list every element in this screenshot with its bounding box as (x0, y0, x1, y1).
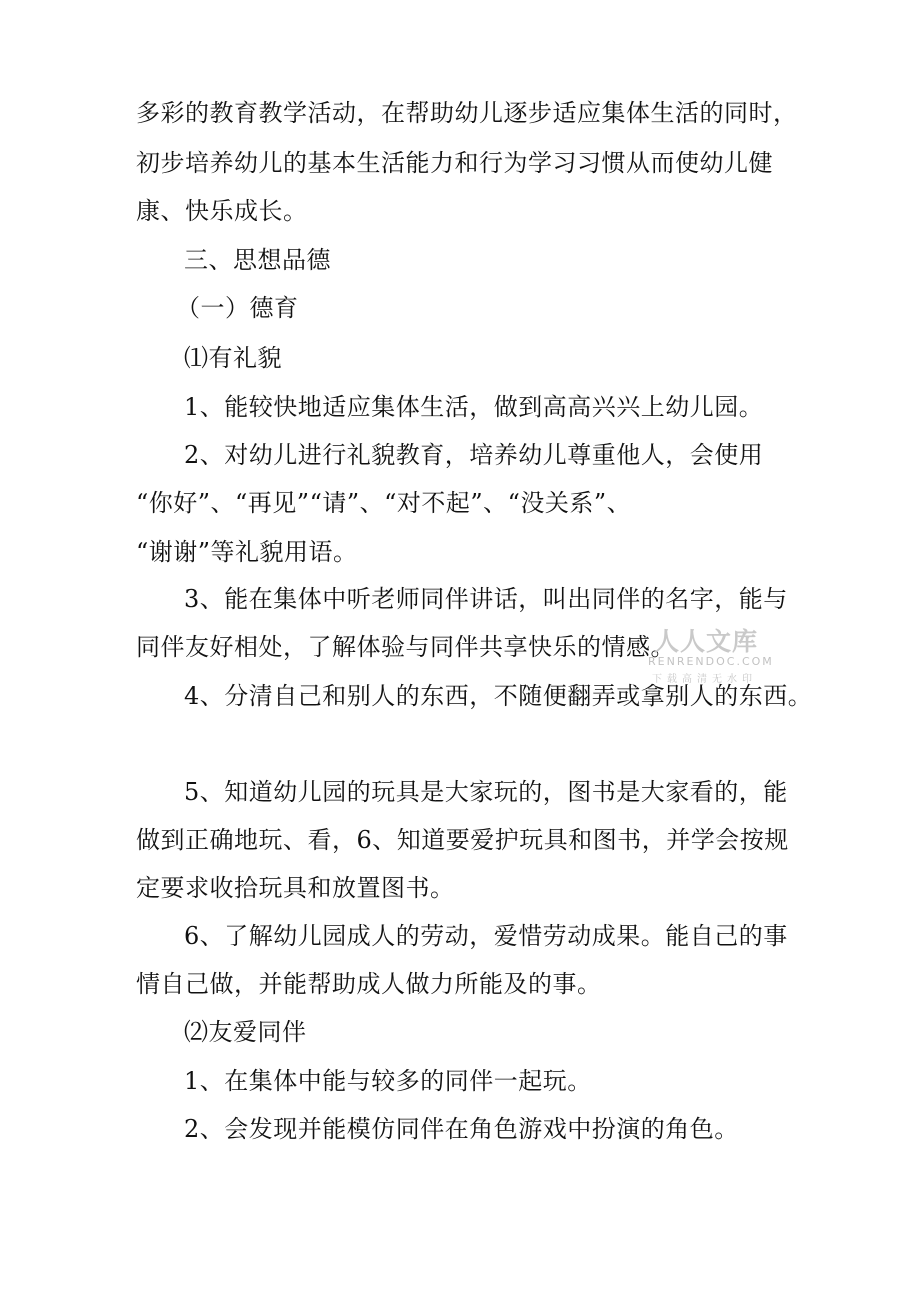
paragraph-line: 多彩的教育教学活动，在帮助幼儿逐步适应集体生活的同时， (136, 99, 798, 127)
watermark-subtitle: 下载高清无水印 (652, 674, 757, 685)
item-heading: ⑵友爱同伴 (184, 1018, 307, 1046)
paragraph-line: “谢谢”等礼貌用语。 (136, 538, 358, 566)
list-item: 2、会发现并能模仿同伴在角色游戏中扮演的角色。 (184, 1115, 739, 1143)
item-heading: ⑴有礼貌 (184, 344, 282, 372)
section-heading: 三、思想品德 (184, 246, 331, 274)
paragraph-line: 情自己做，并能帮助成人做力所能及的事。 (136, 970, 602, 998)
watermark-logo (646, 622, 776, 684)
subsection-heading: （一）德育 (176, 294, 299, 322)
watermark-title: 人人文库 (654, 627, 759, 656)
list-item: 4、分清自己和别人的东西，不随便翻弄或拿别人的东西。 (184, 682, 813, 710)
list-item: 1、在集体中能与较多的同伴一起玩。 (184, 1067, 592, 1095)
list-item: 6、了解幼儿园成人的劳动，爱惜劳动成果。能自己的事 (184, 922, 788, 950)
list-item: 5、知道幼儿园的玩具是大家玩的，图书是大家看的，能 (184, 778, 788, 806)
paragraph-line: “你好”、“再见”“请”、“对不起”、“没关系”、 (136, 489, 632, 517)
paragraph-line: 同伴友好相处，了解体验与同伴共享快乐的情感。 (136, 633, 675, 661)
list-item: 1、能较快地适应集体生活，做到高高兴兴上幼儿园。 (184, 393, 764, 421)
paragraph-line: 定要求收拾玩具和放置图书。 (136, 874, 455, 902)
watermark-url: RENRENDOC.COM (648, 655, 774, 668)
paragraph-line: 做到正确地玩、看，6、知道要爱护玩具和图书，并学会按规 (136, 826, 789, 854)
paragraph-line: 初步培养幼儿的基本生活能力和行为学习习惯从而使幼儿健 (136, 149, 773, 177)
list-item: 2、对幼儿进行礼貌教育，培养幼儿尊重他人，会使用 (184, 441, 764, 469)
paragraph-line: 康、快乐成长。 (136, 197, 308, 225)
list-item: 3、能在集体中听老师同伴讲话，叫出同伴的名字，能与 (184, 585, 788, 613)
